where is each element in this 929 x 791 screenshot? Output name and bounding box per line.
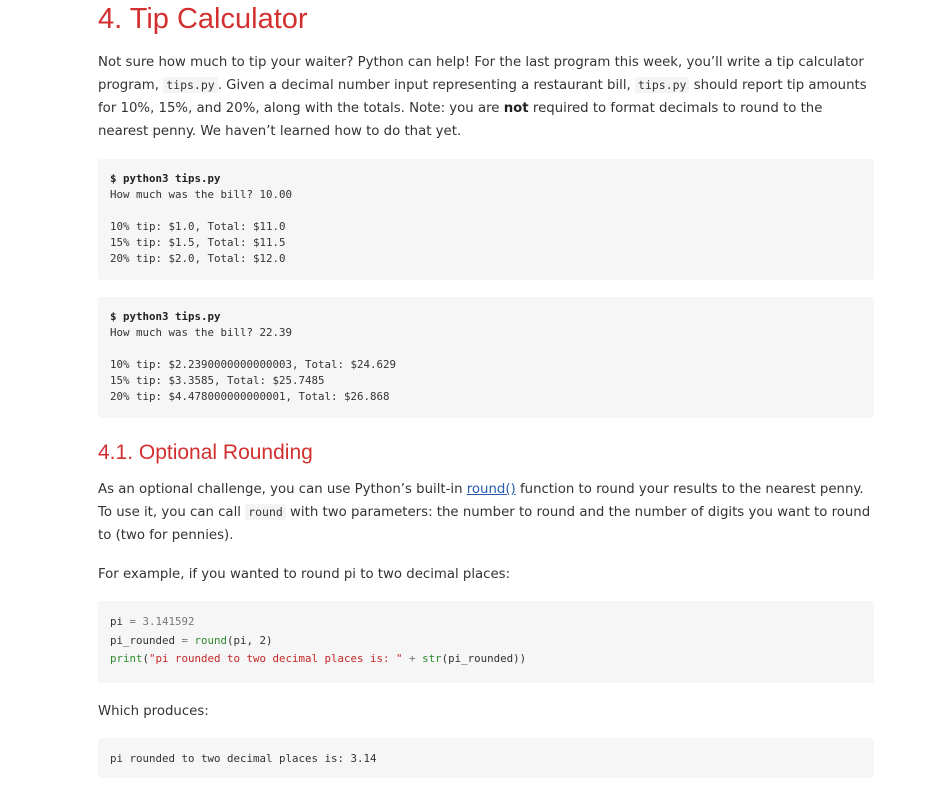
example1-output-line: 15% tip: $1.5, Total: $11.5 [110, 236, 286, 249]
intro-text-1: Not sure how much to tip your waiter? Python can help! For the last program this week, you’ll write a tip calculator program, [98, 55, 864, 93]
rounding-text-2: function to round your results to the nearest penny. To use it, you can call [98, 482, 864, 520]
blank-line [110, 341, 862, 357]
code-operator: = [175, 633, 195, 647]
code-operator: + [402, 652, 423, 665]
example-intro-paragraph: For example, if you wanted to round pi to two decimal places: [98, 567, 511, 582]
example1-command: $ python3 tips.py [110, 172, 221, 185]
example1-output-line: 20% tip: $2.0, Total: $12.0 [110, 252, 286, 265]
blank-line [110, 203, 862, 219]
code-block-example-2 [98, 297, 874, 418]
intro-text-2: . Given a decimal number input representing a restaurant bill, [217, 78, 636, 93]
example2-prompt: How much was the bill? 22.39 [110, 326, 293, 339]
code-line-2 [110, 633, 862, 652]
code-variable: pi_rounded [110, 633, 176, 647]
code-block-output [98, 738, 874, 778]
code-operator: = [123, 615, 143, 628]
example2-output-line: 10% tip: $2.2390000000000003, Total: $24.629 [110, 358, 397, 371]
example2-output-line: 15% tip: $3.3585, Total: $25.7485 [110, 374, 325, 387]
inline-code-tips-py: tips.py [163, 77, 217, 93]
code-function: print [110, 652, 143, 665]
code-paren: ( [142, 652, 150, 665]
round-docs-link[interactable]: round() [466, 482, 516, 497]
page-title: 4. Tip Calculator [98, 3, 308, 35]
code-variable: pi [110, 615, 124, 628]
code-function: str [422, 652, 442, 665]
rounding-text-3: with two parameters: the number to round and the number of digits you want to round to (two for pennies). [98, 505, 871, 543]
example2-output-line: 20% tip: $4.478000000000001, Total: $26.868 [110, 390, 390, 403]
intro-paragraph [98, 51, 874, 143]
intro-text-3: should report tip amounts for 10%, 15%, and 20%, along with the totals. Note: you are [98, 78, 867, 116]
code-arguments: (pi, 2) [227, 633, 273, 647]
code-block-python-sample [98, 601, 874, 683]
code-block-example-1 [98, 159, 874, 280]
code-number: 3.141592 [142, 615, 195, 628]
code-line-3 [110, 651, 862, 670]
produces-paragraph: Which produces: [98, 704, 209, 719]
output-line: pi rounded to two decimal places is: 3.14 [110, 752, 377, 765]
code-function: round [194, 633, 228, 647]
example1-prompt: How much was the bill? 10.00 [110, 188, 293, 201]
intro-text-4: required to format decimals to round to the nearest penny. We haven’t learned how to do that yet. [98, 101, 823, 139]
example1-output-line: 10% tip: $1.0, Total: $11.0 [110, 220, 286, 233]
intro-bold-not: not [503, 101, 529, 116]
code-arguments: (pi_rounded)) [441, 652, 527, 665]
rounding-paragraph [98, 478, 874, 547]
inline-code-round: round [245, 504, 286, 520]
code-line-1 [110, 614, 862, 633]
code-string: "pi rounded to two decimal places is: " [149, 652, 403, 665]
section-heading: 4.1. Optional Rounding [98, 441, 313, 464]
example2-command: $ python3 tips.py [110, 310, 221, 323]
rounding-text-1: As an optional challenge, you can use Python’s built-in [98, 482, 467, 497]
inline-code-tips-py-2: tips.py [635, 77, 689, 93]
